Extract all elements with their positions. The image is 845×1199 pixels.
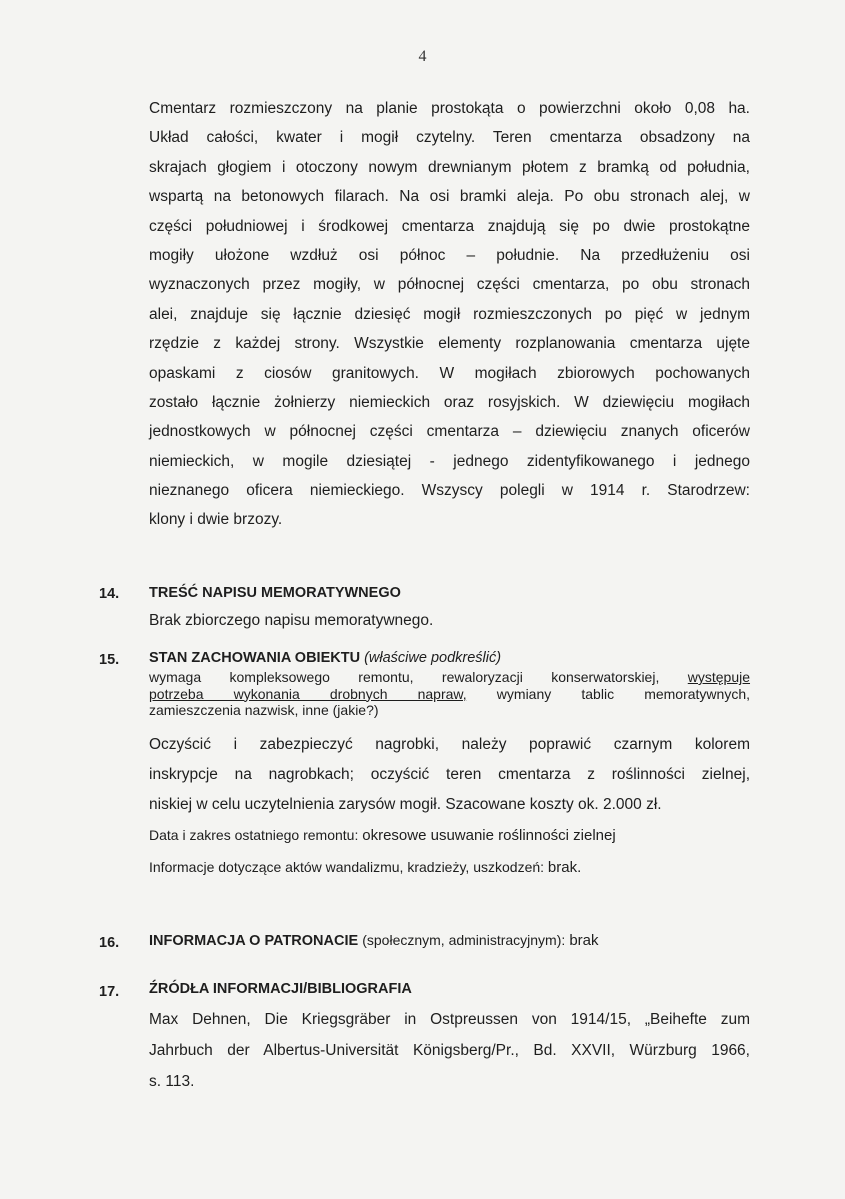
option-text-underlined: występuje <box>687 669 751 685</box>
cemetery-description <box>149 94 750 535</box>
text-line: części południowej i środkowej cmentarza znajdują się po dwie prostokątne <box>149 217 750 235</box>
text-line: inskrypcje na nagrobkach; oczyścić teren cmentarza z roślinności zielnej, <box>149 766 750 783</box>
bibliography-line: s. 113. <box>149 1073 195 1090</box>
text-line: niskiej w celu uczytelnienia zarysów mogił. Szacowane koszty ok. 2.000 zł. <box>149 796 662 813</box>
text-line: alei, znajduje się łącznie dziesięć mogił rozmieszczonych po pięć w jednym <box>149 305 750 323</box>
options-line <box>149 686 750 703</box>
heading-note: (właściwe podkreślić) <box>364 650 502 666</box>
text-line: mogiły ułożone wzdłuż osi północ – południe. Na przedłużeniu osi <box>149 246 750 264</box>
text-line: rzędzie z każdej strony. Wszystkie elementy rozplanowania cmentarza ujęte <box>149 335 750 353</box>
section-number: 14. <box>99 586 120 602</box>
option-text-underlined: potrzeba wykonania drobnych napraw, <box>149 685 467 702</box>
last-repair-info <box>149 827 616 844</box>
text-line: jednostkowych w północnej części cmentarza – dziewięciu znanych oficerów <box>149 423 750 441</box>
patronage-value: brak <box>569 932 599 949</box>
heading-text: STAN ZACHOWANIA OBIEKTU <box>149 650 361 666</box>
text-line: skrajach głogiem i otoczony nowym drewnianym płotem z bramką od południa, <box>149 158 750 176</box>
options-line: zamieszczenia nazwisk, inne (jakie?) <box>149 702 379 718</box>
options-line <box>149 669 750 686</box>
vandalism-value: brak. <box>547 859 582 876</box>
section-number: 15. <box>99 652 120 668</box>
text-line: niemieckich, w mogile dziesiątej - jednego zidentyfikowanego i jednego <box>149 452 750 470</box>
vandalism-label: Informacje dotyczące aktów wandalizmu, kradzieży, uszkodzeń: <box>149 859 545 875</box>
bibliography-line: Jahrbuch der Albertus-Universität Königsberg/Pr., Bd. XXVII, Würzburg 1966, <box>149 1042 750 1059</box>
section-heading <box>149 650 501 666</box>
text-line: zostało łącznie żołnierzy niemieckich oraz rosyjskich. W dziewięciu mogiłach <box>149 393 750 411</box>
page-number: 4 <box>418 48 427 65</box>
text-line: wyznaczonych przez mogiły, w północnej części cmentarza, po obu stronach <box>149 276 750 294</box>
bibliography <box>149 1004 750 1097</box>
section-number: 17. <box>99 984 120 1000</box>
text-line: Układ całości, kwater i mogił czytelny. Teren cmentarza obsadzony na <box>149 129 750 147</box>
option-text: wymaga kompleksowego remontu, rewaloryzacji konserwatorskiej, <box>149 669 660 685</box>
section-number: 16. <box>99 935 120 951</box>
last-repair-value: okresowe usuwanie roślinności zielnej <box>362 827 616 844</box>
vandalism-info <box>149 859 581 876</box>
text-line: wspartą na betonowych filarach. Na osi bramki aleja. Po obu stronach alej, w <box>149 188 750 206</box>
heading-note: (społecznym, administracyjnym): <box>362 932 566 948</box>
text-line: klony i dwie brzozy. <box>149 511 283 529</box>
text-line: opaskami z ciosów granitowych. W mogiłach zbiorowych pochowanych <box>149 364 750 382</box>
section-heading: TREŚĆ NAPISU MEMORATYWNEGO <box>149 585 401 601</box>
last-repair-label: Data i zakres ostatniego remontu: <box>149 827 359 843</box>
section-heading <box>149 932 599 949</box>
condition-options <box>149 669 750 719</box>
section-heading: ŹRÓDŁA INFORMACJI/BIBLIOGRAFIA <box>149 981 412 997</box>
text-line: Oczyścić i zabezpieczyć nagrobki, należy poprawić czarnym kolorem <box>149 736 750 753</box>
text-line: nieznanego oficera niemieckiego. Wszyscy polegli w 1914 r. Starodrzew: <box>149 482 750 500</box>
bibliography-line: Max Dehnen, Die Kriegsgräber in Ostpreussen von 1914/15, „Beihefte zum <box>149 1011 750 1028</box>
section-text: Brak zbiorczego napisu memoratywnego. <box>149 612 434 629</box>
heading-text: INFORMACJA O PATRONACIE <box>149 933 359 949</box>
text-line: Cmentarz rozmieszczony na planie prostokąta o powierzchni około 0,08 ha. <box>149 100 750 117</box>
option-text: wymiany tablic memoratywnych, <box>496 685 750 702</box>
condition-description <box>149 730 750 820</box>
